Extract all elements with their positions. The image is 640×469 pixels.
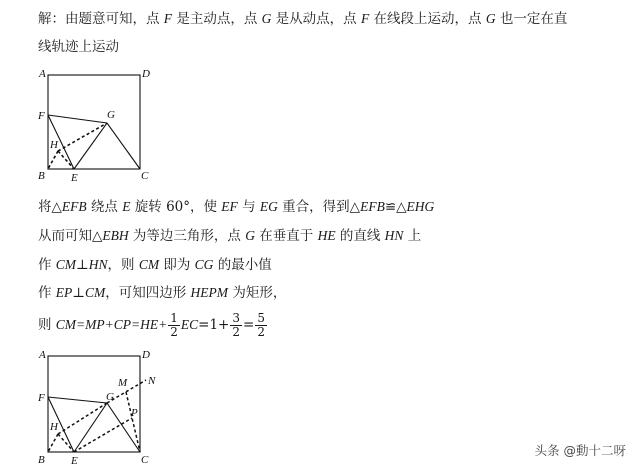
text-segment: 上 [403,228,422,244]
text-segment: ，可知四边形 [105,285,191,301]
segment-FG [48,115,107,123]
dashed-CM [126,392,140,452]
label-B: B [38,454,45,466]
text-segment: 作 [38,257,56,273]
label-A: A [39,68,46,80]
text-segment: 将△ [38,199,62,215]
text-segment: 即为 [159,257,195,273]
equation-expr: CM=MP+CP=HE+ [55,317,168,332]
var-E: E [122,199,131,214]
label-P: P [131,407,138,419]
fraction-numerator: 1 [170,311,178,325]
text-segment: 作 [38,285,56,301]
label-E: E [71,455,78,467]
var-EC: EC [180,317,199,332]
text-segment: 在垂直于 [254,228,318,244]
solution-line-4 [38,227,421,245]
var-EG: EG [259,199,278,214]
watermark: 头条 @動十二呀 [534,443,626,458]
text-segment: 的最小值 [213,257,272,273]
label-G: G [107,109,115,121]
text-segment: 从而可知△ [38,228,103,244]
text-segment: 则 [38,317,56,333]
var-G: G [261,11,272,26]
var-CG: CG [194,257,214,272]
fraction-numerator: 3 [232,311,240,325]
var-HN: HN [88,257,108,272]
solution-line-2 [38,38,119,56]
square-ABCD [48,356,140,452]
label-C: C [141,454,149,466]
fraction-denominator: 2 [232,325,240,339]
text-segment: 解：由题意可知，点 [38,11,164,27]
segment-EG [74,123,107,169]
label-C: C [141,170,149,182]
label-F: F [38,110,45,122]
dashed-HG [58,123,107,151]
text-segment: 旋转 60°，使 [130,199,222,215]
text-segment: 重合，得到△ [277,199,361,215]
text-segment: 是主动点，点 [172,11,262,27]
dashed-HE [58,151,74,169]
text-segment: 为矩形， [228,285,287,301]
solution-line-6 [38,284,286,302]
solution-line-7 [38,310,268,340]
solution-line-5 [38,256,272,274]
var-EP: EP [55,285,73,300]
label-H: H [50,139,58,151]
var-EFB: EFB [360,199,385,214]
text-segment: 是从动点，点 [271,11,361,27]
square-ABCD [48,75,140,169]
var-CM: CM [85,285,106,300]
segment-EG [74,403,107,452]
dashed-HB [48,434,58,452]
label-G: G [106,391,114,403]
var-F: F [163,11,173,26]
dashed-HE [58,434,74,452]
fraction-denominator: 2 [257,325,265,339]
text-segment: = [243,317,255,333]
label-E: E [71,172,78,184]
geometry-figure-2 [34,348,174,468]
geometry-figure-1 [34,66,164,186]
var-EBH: EBH [102,228,129,243]
var-CM: CM [138,257,160,272]
text-segment: ≌△ [384,199,407,215]
var-HN: HN [384,228,404,243]
label-H: H [50,421,58,433]
fraction-5-2 [255,312,267,339]
segment-GC [107,123,140,169]
solution-line-1 [38,10,567,28]
perp-symbol: ⊥ [72,285,85,301]
label-M: M [118,377,128,389]
text-segment: ，则 [107,257,139,273]
dashed-HB [48,151,58,169]
text-segment: 为等边三角形，点 [128,228,246,244]
var-G: G [485,11,496,26]
var-HE: HE [317,228,336,243]
var-F: F [360,11,370,26]
fraction-3-2 [230,312,242,339]
var-EF: EF [221,199,238,214]
var-HEPM: HEPM [190,285,229,300]
fraction-numerator: 5 [257,311,265,325]
label-F: F [38,392,45,404]
dashed-EP [74,418,132,452]
var-CM: CM [55,257,77,272]
var-EFB: EFB [61,199,87,214]
fraction-1-2 [168,312,180,339]
var-EHG: EHG [406,199,435,214]
label-D: D [142,68,150,80]
text-segment: 线轨迹上运动 [38,39,119,55]
solution-line-3 [38,198,434,216]
label-D: D [142,349,150,361]
var-G: G [245,228,255,243]
label-A: A [39,349,46,361]
label-N: N [148,375,156,387]
text-segment: 也一定在直 [495,11,568,27]
text-segment: 绕点 [86,199,123,215]
text-segment: 与 [237,199,260,215]
text-segment: 的直线 [335,228,385,244]
dashed-HG [58,403,107,434]
label-B: B [38,170,45,182]
perp-symbol: ⊥ [76,257,89,273]
text-segment: 在线段上运动，点 [369,11,486,27]
segment-FG [48,397,107,403]
text-segment: =1+ [198,317,230,333]
fraction-denominator: 2 [170,325,178,339]
